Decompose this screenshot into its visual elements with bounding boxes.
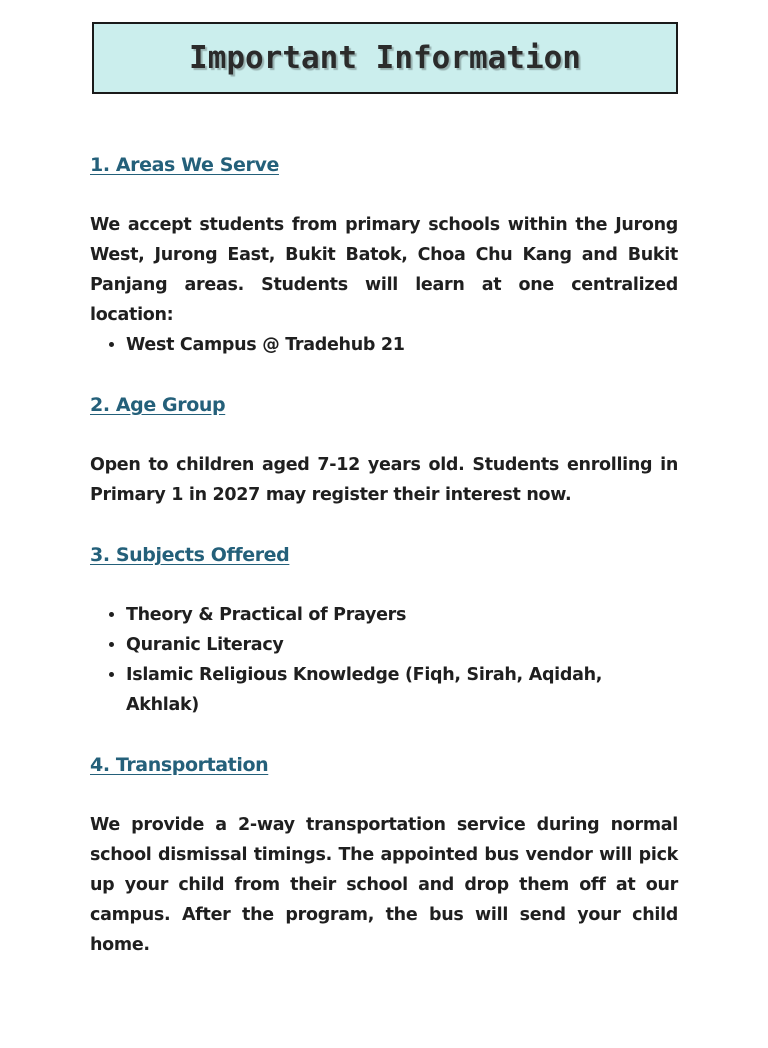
- section-subjects-offered: [90, 540, 678, 720]
- main-content: [90, 150, 678, 960]
- section-heading: 1. Areas We Serve: [90, 154, 279, 176]
- page-title: Important Information: [189, 40, 581, 76]
- section-heading: 4. Transportation: [90, 754, 269, 776]
- section-age-group: [90, 390, 678, 510]
- section-heading: 3. Subjects Offered: [90, 544, 290, 566]
- section-paragraph: We accept students from primary schools within the Jurong West, Jurong East, Bukit Batok, Choa Chu Kang and Bukit Panjang areas. Students will learn at one centralized location:: [90, 215, 678, 325]
- list-item: • Theory & Practical of Prayers: [126, 600, 678, 630]
- section-heading: 2. Age Group: [90, 394, 226, 416]
- list-item: • Islamic Religious Knowledge (Fiqh, Sirah, Aqidah, Akhlak): [126, 660, 678, 720]
- section-transportation: [90, 750, 678, 960]
- bullet-list: [90, 330, 678, 360]
- section-paragraph: We provide a 2-way transportation service during normal school dismissal timings. The appointed bus vendor will pick up your child from their school and drop them off at our campus. After the program, the bus will send your child home.: [90, 815, 678, 955]
- section-paragraph: Open to children aged 7-12 years old. Students enrolling in Primary 1 in 2027 may register their interest now.: [90, 455, 678, 505]
- list-item: • West Campus @ Tradehub 21: [126, 330, 678, 360]
- list-item: • Quranic Literacy: [126, 630, 678, 660]
- section-areas-we-serve: [90, 150, 678, 360]
- title-banner: [92, 22, 678, 94]
- bullet-list: [90, 600, 678, 720]
